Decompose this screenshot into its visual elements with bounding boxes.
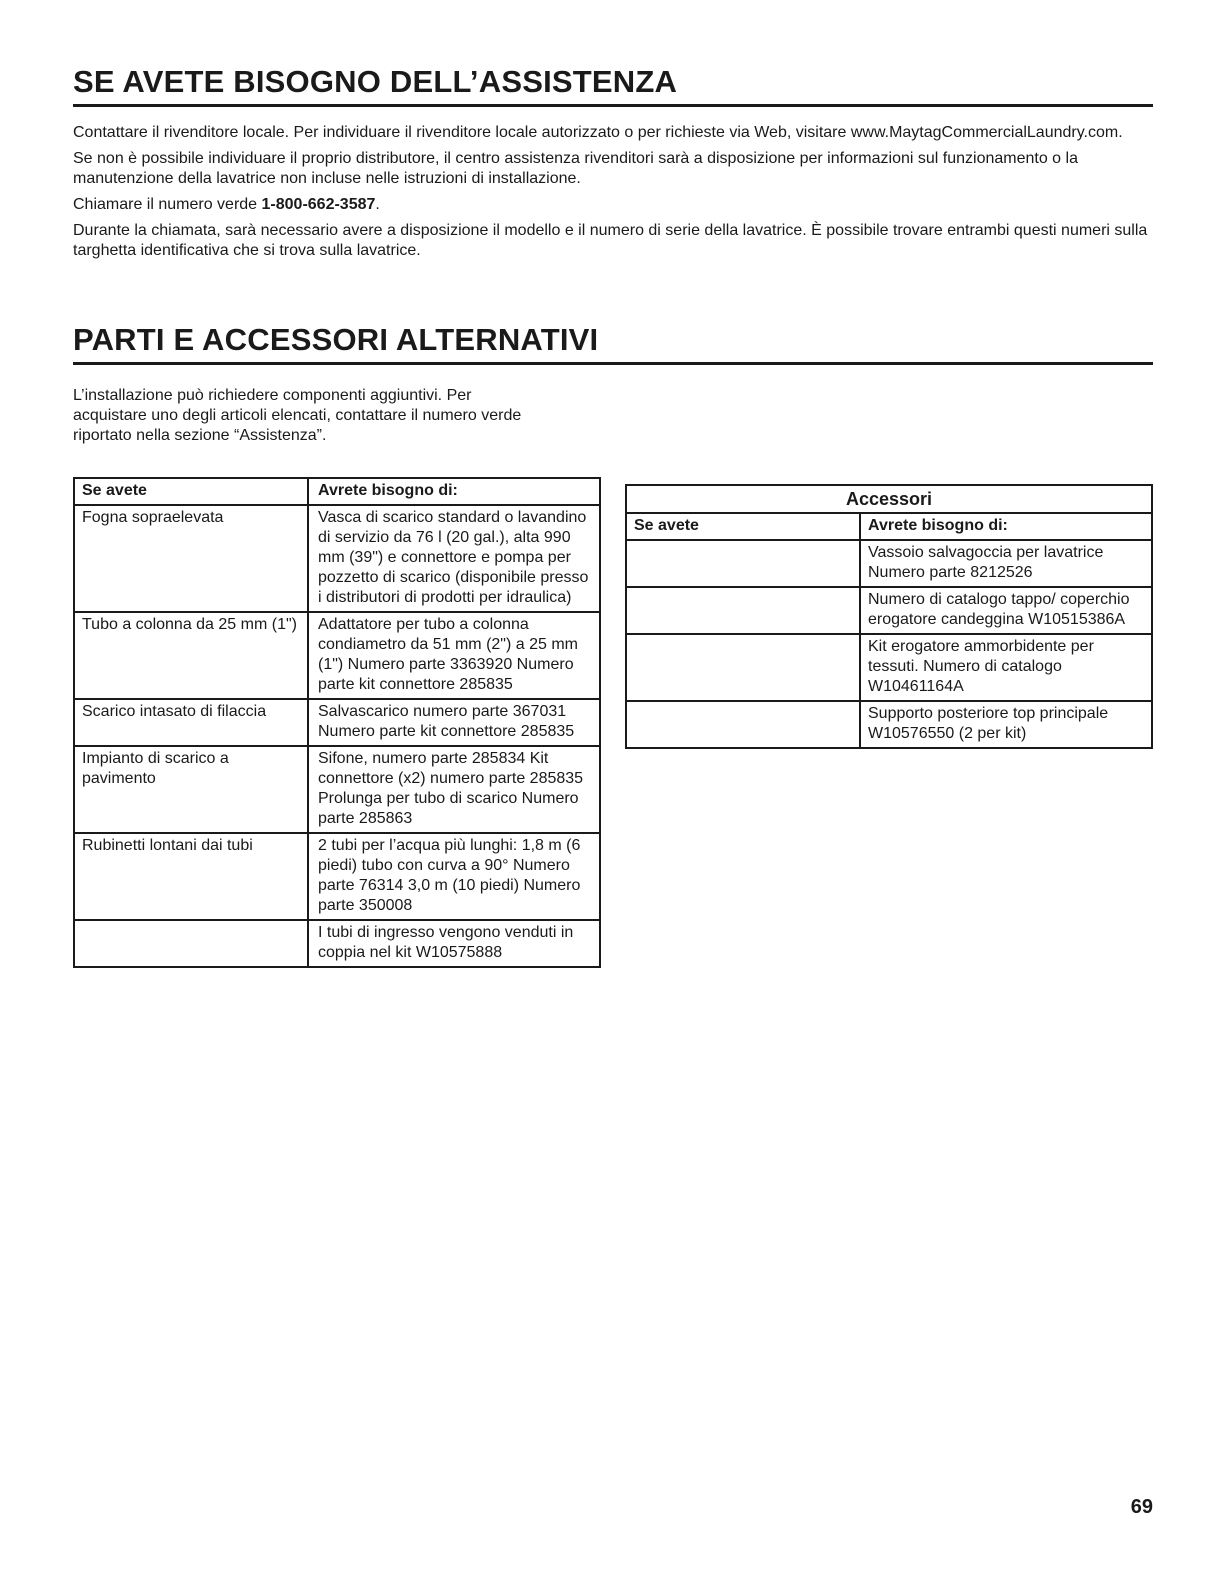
table-row [74, 612, 600, 699]
page-number: 69 [1130, 1496, 1153, 1518]
assistance-paragraph-1: Contattare il rivenditore locale. Per individuare il rivenditore locale autorizzato o per richieste via Web, visitare www.MaytagCommercialLaundry.com. [73, 124, 1123, 141]
section-title-parts: PARTI E ACCESSORI ALTERNATIVI [73, 322, 1153, 365]
column-header-need: Avrete bisogno di: [860, 513, 1152, 540]
cell-need: Kit erogatore ammorbidente per tessuti. Numero di catalogo W10461164A [860, 634, 1152, 701]
phone-prefix: Chiamare il numero verde [73, 196, 262, 213]
column-header-need: Avrete bisogno di: [308, 478, 600, 505]
cell-need: Vasca di scarico standard o lavandino di servizio da 76 l (20 gal.), alta 990 mm (39") e connettore e pompa per pozzetto di scarico (disponibile presso i distributori di prodotti per idraulica) [308, 505, 600, 612]
cell-have: Tubo a colonna da 25 mm (1") [74, 612, 308, 699]
table-row [74, 699, 600, 746]
cell-need: 2 tubi per l’acqua più lunghi: 1,8 m (6 piedi) tubo con curva a 90° Numero parte 76314 3,0 m (10 piedi) Numero parte 350008 [308, 833, 600, 920]
cell-need: Numero di catalogo tappo/ coperchio erogatore candeggina W10515386A [860, 587, 1152, 634]
table-header-row [626, 513, 1152, 540]
accessories-caption: Accessori [626, 485, 1152, 513]
parts-table [73, 477, 601, 968]
table-caption-row [626, 485, 1152, 513]
cell-have: Scarico intasato di filaccia [74, 699, 308, 746]
column-header-have: Se avete [626, 513, 860, 540]
assistance-paragraph-4: Durante la chiamata, sarà necessario avere a disposizione il modello e il numero di serie della lavatrice. È possibile trovare entrambi questi numeri sulla targhetta identificativa che si trova sulla lavatrice. [73, 222, 1148, 259]
cell-have [626, 634, 860, 701]
cell-have: Impianto di scarico a pavimento [74, 746, 308, 833]
table-row [74, 920, 600, 967]
cell-have [626, 701, 860, 748]
column-header-have: Se avete [74, 478, 308, 505]
cell-need: Sifone, numero parte 285834 Kit connettore (x2) numero parte 285835 Prolunga per tubo di scarico Numero parte 285863 [308, 746, 600, 833]
table-row [74, 505, 600, 612]
assistance-body [73, 123, 1148, 267]
phone-suffix: . [375, 196, 380, 213]
table-row [626, 634, 1152, 701]
assistance-phone-line [73, 195, 1148, 215]
table-row [74, 746, 600, 833]
table-row [626, 587, 1152, 634]
accessories-table [625, 484, 1153, 749]
table-row [626, 701, 1152, 748]
table-row [626, 540, 1152, 587]
cell-have: Fogna sopraelevata [74, 505, 308, 612]
parts-intro: L’installazione può richiedere componenti aggiuntivi. Per acquistare uno degli articoli elencati, contattare il numero verde riportato nella sezione “Assistenza”. [73, 387, 522, 444]
table-header-row [74, 478, 600, 505]
cell-need: Salvascarico numero parte 367031 Numero parte kit connettore 285835 [308, 699, 600, 746]
cell-have [74, 920, 308, 967]
cell-need: I tubi di ingresso vengono venduti in coppia nel kit W10575888 [308, 920, 600, 967]
cell-need: Vassoio salvagoccia per lavatrice Numero parte 8212526 [860, 540, 1152, 587]
section-title-assistance: SE AVETE BISOGNO DELL’ASSISTENZA [73, 64, 1153, 107]
assistance-paragraph-2: Se non è possibile individuare il proprio distributore, il centro assistenza rivenditori sarà a disposizione per informazioni sul funzionamento o la manutenzione della lavatrice non incluse nelle istruzioni di installazione. [73, 150, 1078, 187]
table-row [74, 833, 600, 920]
cell-have [626, 540, 860, 587]
cell-need: Adattatore per tubo a colonna condiametro da 51 mm (2") a 25 mm (1") Numero parte 3363920 Numero parte kit connettore 285835 [308, 612, 600, 699]
cell-have: Rubinetti lontani dai tubi [74, 833, 308, 920]
cell-need: Supporto posteriore top principale W10576550 (2 per kit) [860, 701, 1152, 748]
phone-number: 1-800-662-3587 [261, 196, 376, 213]
cell-have [626, 587, 860, 634]
